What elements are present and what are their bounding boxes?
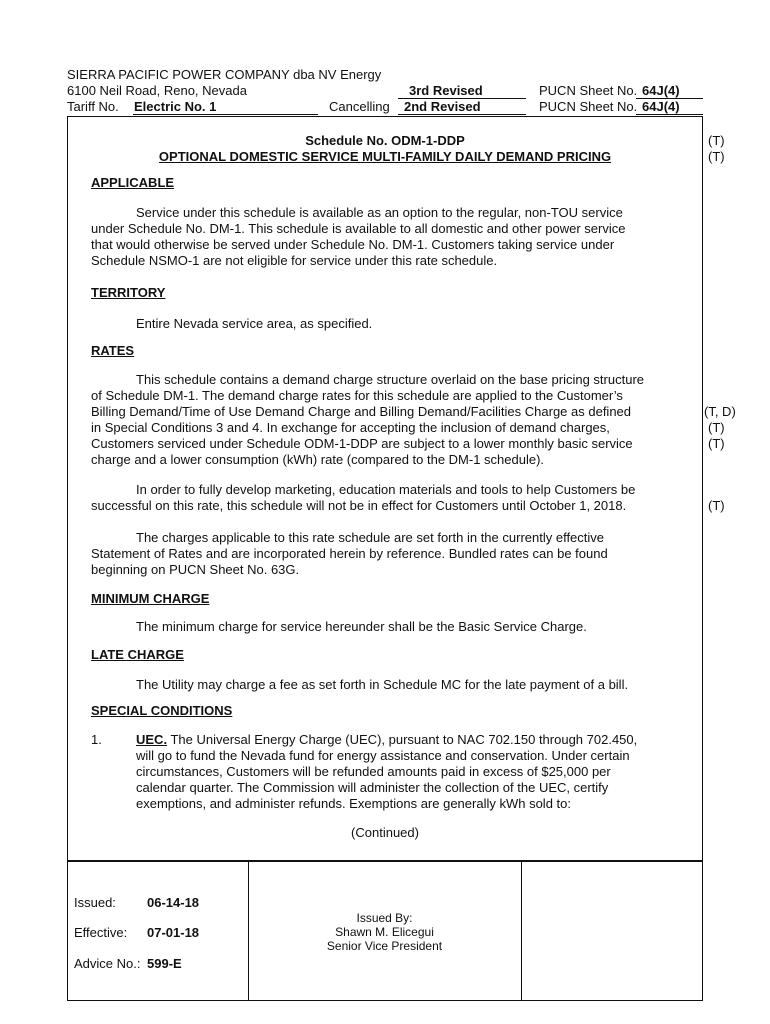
company-address: 6100 Neil Road, Reno, Nevada (67, 83, 247, 98)
effective-label: Effective: (74, 925, 128, 940)
condition-number: 1. (91, 732, 102, 747)
pucn-value-1: 64J(4) (642, 83, 680, 98)
late-charge-text: The Utility may charge a fee as set forth in Schedule MC for the late payment of a bill. (136, 677, 629, 692)
tariff-label: Tariff No. (67, 99, 119, 114)
pucn-label-2: PUCN Sheet No. (539, 99, 638, 114)
change-mark: (T) (708, 420, 725, 435)
text-line: calendar quarter. The Commission will administer the collection of the UEC, certify (136, 780, 609, 795)
text-line: Service under this schedule is available as an option to the regular, non-TOU service (136, 205, 623, 220)
rates-paragraph-2 (91, 482, 681, 514)
late-charge-heading: LATE CHARGE (91, 647, 184, 662)
text-line: exemptions, and administer refunds. Exemptions are generally kWh sold to: (136, 796, 571, 811)
change-mark: (T) (708, 149, 725, 164)
rates-paragraph-3 (91, 530, 681, 578)
rates-heading: RATES (91, 343, 135, 358)
advice-label: Advice No.: (74, 956, 141, 971)
cancelling-label: Cancelling (329, 99, 390, 114)
applicable-text (91, 205, 681, 269)
condition-text: The Universal Energy Charge (UEC), pursuant to NAC 702.150 through 702.450, (167, 732, 638, 747)
advice-number: 599-E (147, 956, 182, 971)
issued-label: Issued: (74, 895, 116, 910)
text-line: This schedule contains a demand charge structure overlaid on the base pricing structure (136, 372, 645, 387)
schedule-title: OPTIONAL DOMESTIC SERVICE MULTI-FAMILY DAILY DEMAND PRICING (158, 149, 612, 164)
text-line: successful on this rate, this schedule will not be in effect for Customers until October 1, 2018. (91, 498, 627, 513)
pucn-label-1: PUCN Sheet No. (539, 83, 638, 98)
pucn-value-2: 64J(4) (642, 99, 680, 114)
change-mark: (T) (708, 436, 725, 451)
company-name: SIERRA PACIFIC POWER COMPANY dba NV Energy (67, 67, 382, 82)
signer-title: Senior Vice President (326, 939, 443, 953)
text-line: Statement of Rates and are incorporated herein by reference. Bundled rates can be found (91, 546, 608, 561)
effective-date: 07-01-18 (147, 925, 200, 940)
territory-heading: TERRITORY (91, 285, 166, 300)
text-line: will go to fund the Nevada fund for energy assistance and conservation. Under certain (136, 748, 630, 763)
text-line: beginning on PUCN Sheet No. 63G. (91, 562, 300, 577)
text-line: Customers serviced under Schedule ODM-1-DDP are subject to a lower monthly basic service (91, 436, 633, 451)
text-line: Schedule NSMO-1 are not eligible for service under this rate schedule. (91, 253, 498, 268)
tariff-underline (133, 114, 318, 115)
change-mark: (T) (708, 133, 725, 148)
continued-label: (Continued) (351, 825, 419, 840)
change-mark: (T, D) (704, 404, 736, 419)
applicable-heading: APPLICABLE (91, 175, 175, 190)
text-line: In order to fully develop marketing, education materials and tools to help Customers be (136, 482, 636, 497)
text-line: of Schedule DM-1. The demand charge rates for this schedule are applied to the Customer’s (91, 388, 623, 403)
footer-divider (521, 861, 522, 1001)
text-line: The charges applicable to this rate schedule are set forth in the currently effective (136, 530, 605, 545)
revised-label: 3rd Revised (409, 83, 483, 98)
change-mark: (T) (708, 498, 725, 513)
tariff-value: Electric No. 1 (134, 99, 217, 114)
text-line: circumstances, Customers will be refunded amounts paid in excess of $25,000 per (136, 764, 611, 779)
cancelling-value: 2nd Revised (404, 99, 481, 114)
signer-name: Shawn M. Elicegui (335, 925, 434, 939)
rates-paragraph-1 (91, 372, 681, 468)
condition-first-line (136, 732, 637, 748)
text-line: Billing Demand/Time of Use Demand Charge and Billing Demand/Facilities Charge as defined (91, 404, 632, 419)
issued-date: 06-14-18 (147, 895, 200, 910)
condition-title: UEC. (136, 732, 168, 747)
minimum-charge-text: The minimum charge for service hereunder shall be the Basic Service Charge. (136, 619, 587, 634)
schedule-number: Schedule No. ODM-1-DDP (305, 133, 465, 148)
text-line: that would otherwise be served under Schedule No. DM-1. Customers taking service under (91, 237, 615, 252)
text-line: in Special Conditions 3 and 4. In exchange for accepting the inclusion of demand charges, (91, 420, 610, 435)
territory-text: Entire Nevada service area, as specified. (136, 316, 373, 331)
text-line: under Schedule No. DM-1. This schedule is available to all domestic and other power service (91, 221, 626, 236)
special-conditions-heading: SPECIAL CONDITIONS (91, 703, 233, 718)
text-line: charge and a lower consumption (kWh) rate (compared to the DM-1 schedule). (91, 452, 545, 467)
cancelling-underline (398, 114, 526, 115)
issued-by-label: Issued By: (356, 911, 413, 925)
minimum-charge-heading: MINIMUM CHARGE (91, 591, 210, 606)
pucn-underline-2 (636, 114, 703, 115)
